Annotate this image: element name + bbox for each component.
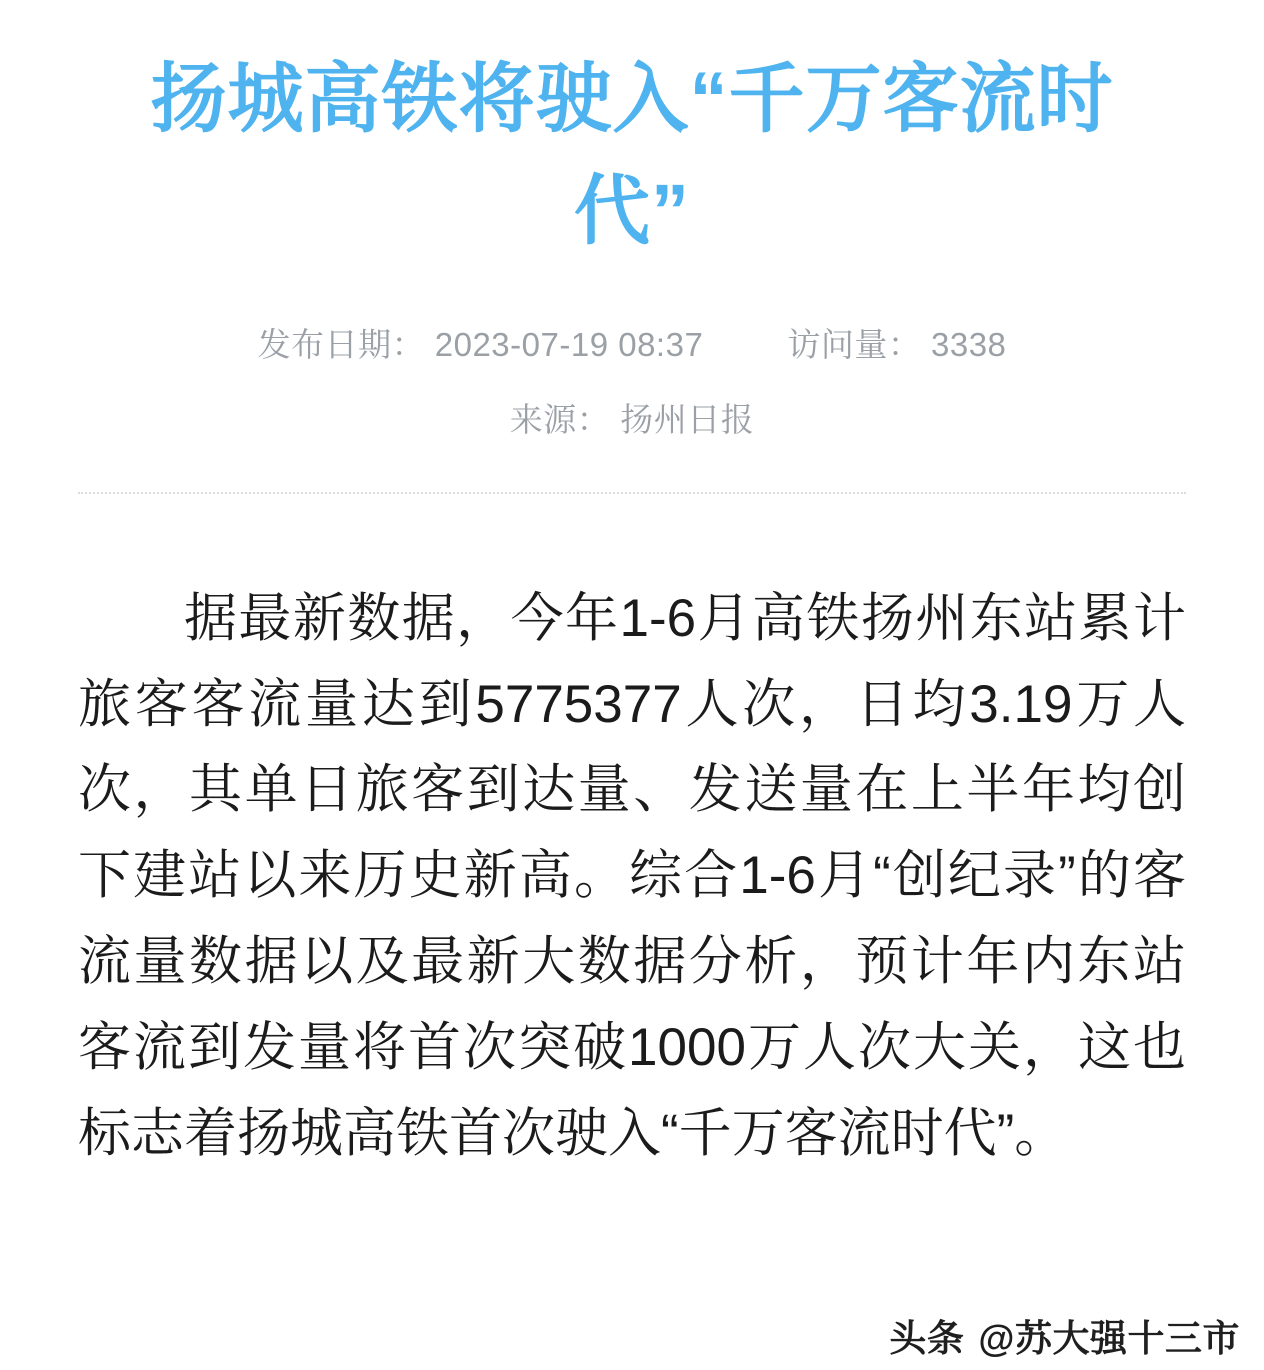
- meta-row-source: [78, 390, 1186, 449]
- meta-divider: [78, 492, 1186, 494]
- view-count: [787, 315, 1006, 374]
- publish-date: [258, 315, 704, 374]
- watermark-handle: @苏大强十三市: [978, 1318, 1240, 1359]
- meta-row-primary: [78, 315, 1186, 374]
- view-count-label: 访问量：: [787, 325, 922, 363]
- page-title: 扬城高铁将驶入“千万客流时代”: [150, 57, 1114, 255]
- article-paragraph: 据最新数据，今年1-6月高铁扬州东站累计旅客客流量达到5775377人次，日均3.19万人次，其单日旅客到达量、发送量在上半年均创下建站以来历史新高。综合1-6月“创纪录”的客流量数据以及最新大数据分析，预计年内东站客流到发量将首次突破1000万人次大关，这也标志着扬城高铁首次驶入“千万客流时代”。: [78, 588, 1186, 1163]
- article-body: [78, 576, 1186, 1177]
- publish-date-label: 发布日期：: [257, 325, 426, 363]
- source-value: 扬州日报: [620, 401, 755, 439]
- watermark-brand: 头条: [889, 1318, 965, 1359]
- publish-date-value: 2023-07-19 08:37: [434, 325, 704, 363]
- source-label: 来源：: [509, 401, 611, 439]
- article-meta: [78, 315, 1186, 450]
- watermark: [889, 1308, 1240, 1362]
- view-count-value: 3338: [930, 325, 1007, 363]
